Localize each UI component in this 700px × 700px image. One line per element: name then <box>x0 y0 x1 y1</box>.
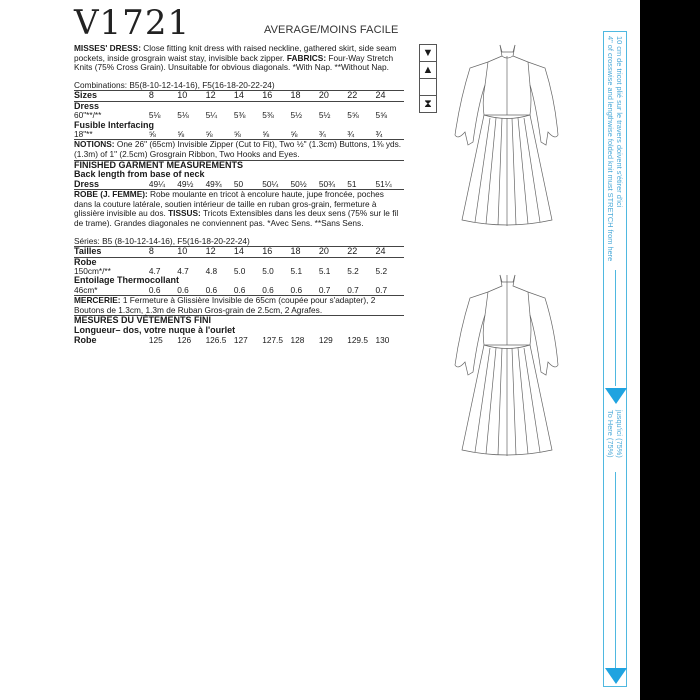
triangle-up-icon: ▲ <box>420 62 436 79</box>
sizes-header-row: Sizes 8 10 12 14 16 18 20 22 24 <box>74 91 404 101</box>
finished-measurements-table <box>74 180 404 189</box>
difficulty-label: AVERAGE/MOINS FACILE <box>264 24 399 36</box>
mesures-sub: Longueur– dos, votre nuque à l'ourlet <box>74 324 236 335</box>
gauge-line <box>615 270 616 386</box>
table-row: 150cm*/** 4.7 4.7 4.8 5.0 5.0 5.1 5.1 5.2 5.2 <box>74 265 388 276</box>
metrage-table: Tailles 8 10 12 14 16 18 20 22 24 Robe 150cm*/** 4.7 4.7 4.8 5.0 5.0 5.1 5.1 5.2 5.2 Entoilage Thermocollant 46cm* 0.6 0.6 0.6 0.6 0.6 0.6 0.7 0.7 0.7 <box>74 246 404 295</box>
gauge-line-lower <box>615 472 616 668</box>
table-section-label: Dress <box>74 100 100 111</box>
triangle-down-icon: ▼ <box>420 45 436 62</box>
table-section-label: Fusible Interfacing <box>74 119 155 130</box>
english-section <box>74 44 404 345</box>
description-label: MISSES' DRESS: <box>74 43 141 53</box>
fabrics-label: FABRICS: <box>286 52 327 63</box>
stretch-gauge <box>603 31 627 687</box>
tailles-header-row: Tailles 8 10 12 14 16 18 20 22 24 <box>74 247 404 257</box>
mesures-table <box>74 336 404 345</box>
table-row: 18"** ⅝ ⅝ ⅝ ⅝ ⅝ ⅝ ¾ ¾ ¾ <box>74 129 383 139</box>
pattern-number: V1721 <box>74 3 191 43</box>
table-row: Dress 49¼ 49½ 49¾ 50 50¼ 50½ 50¾ 51 51¼ <box>74 178 392 189</box>
table-row: Robe 125 126 126.5 127 127.5 128 129 129.5 130 <box>74 334 390 345</box>
to-here-en: To Here (75%) <box>606 410 615 458</box>
fabric-symbols <box>419 44 437 113</box>
finished-measurements-sub: Back length from base of neck <box>74 169 205 180</box>
english-description: MISSES' DRESS: Close fitting knit dress with raised neckline, gathered skirt, side seam pockets, inside grosgrain waist stay, invisible back zipper. FABRICS: Four-Way Stretch Knits (75% Cross Grain). Unsuitable for obvious diagonals. *With Nap. **Without Nap. <box>74 43 397 73</box>
hourglass-icon: ⧗ <box>424 97 432 110</box>
notions: NOTIONS: One 26" (65cm) Invisible Zipper (Cut to Fit), Two ½" (1.3cm) Buttons, 1⅜ yds. (1.3m) of 1" (2.5cm) Grosgrain Ribbon, Two Hooks and Eyes. <box>74 139 402 159</box>
finished-measurements-heading: FINISHED GARMENT MEASUREMENTS <box>74 159 244 170</box>
french-description: ROBE (J. FEMME): Robe moulante en tricot à encolure haute, jupe froncée, poches dans la couture latérale, soutien intérieur de taille en ruban gros-grain, fermeture à glissière invisible au dos. TISSUS: Tricots Extensibles dans les deux sens (75% sur le fil de trame). Grandes diagonales ne conviennent pas. *Avec Sens. **Sans Sens. <box>74 189 399 228</box>
stretch-instruction-fr: 10 cm de tricot plié sur le travers doivent s'étirer d'ici <box>615 36 624 208</box>
series: Séries: B5 (8-10-12-14-16), F5(16-18-20-22-24) <box>74 235 250 246</box>
back-view-dress-illustration <box>440 270 580 470</box>
to-here-arrow-icon <box>605 388 627 404</box>
front-view-dress-illustration <box>440 40 580 240</box>
end-arrow-icon <box>605 668 627 684</box>
blank-symbol <box>420 79 436 96</box>
table-row: 60"**/** 5⅛ 5⅛ 5¼ 5⅜ 5⅜ 5½ 5½ 5⅝ 5⅝ <box>74 110 388 121</box>
yardage-table <box>74 90 404 139</box>
to-here-fr: jusqu'ici (75%) <box>615 410 624 458</box>
table-row: 46cm* 0.6 0.6 0.6 0.6 0.6 0.6 0.7 0.7 0.7 <box>74 284 388 295</box>
page-edge-background <box>640 0 700 700</box>
mesures-heading: MESURES DU VÊTEMENTS FINI <box>74 315 212 326</box>
mercerie: MERCERIE: 1 Fermeture à Glissière Invisible de 65cm (coupée pour s'adapter), 2 Boutons de 1.3cm, 1.3m de Ruban Gros-grain de 2.5cm, 2 Agrafes. <box>74 295 376 315</box>
combinations: Combinations: B5(8-10-12-14-16), F5(16-18-20-22-24) <box>74 79 275 90</box>
stretch-instruction-en: 4" of crosswise and lengthwise folded knit must STRETCH from here <box>606 36 615 262</box>
